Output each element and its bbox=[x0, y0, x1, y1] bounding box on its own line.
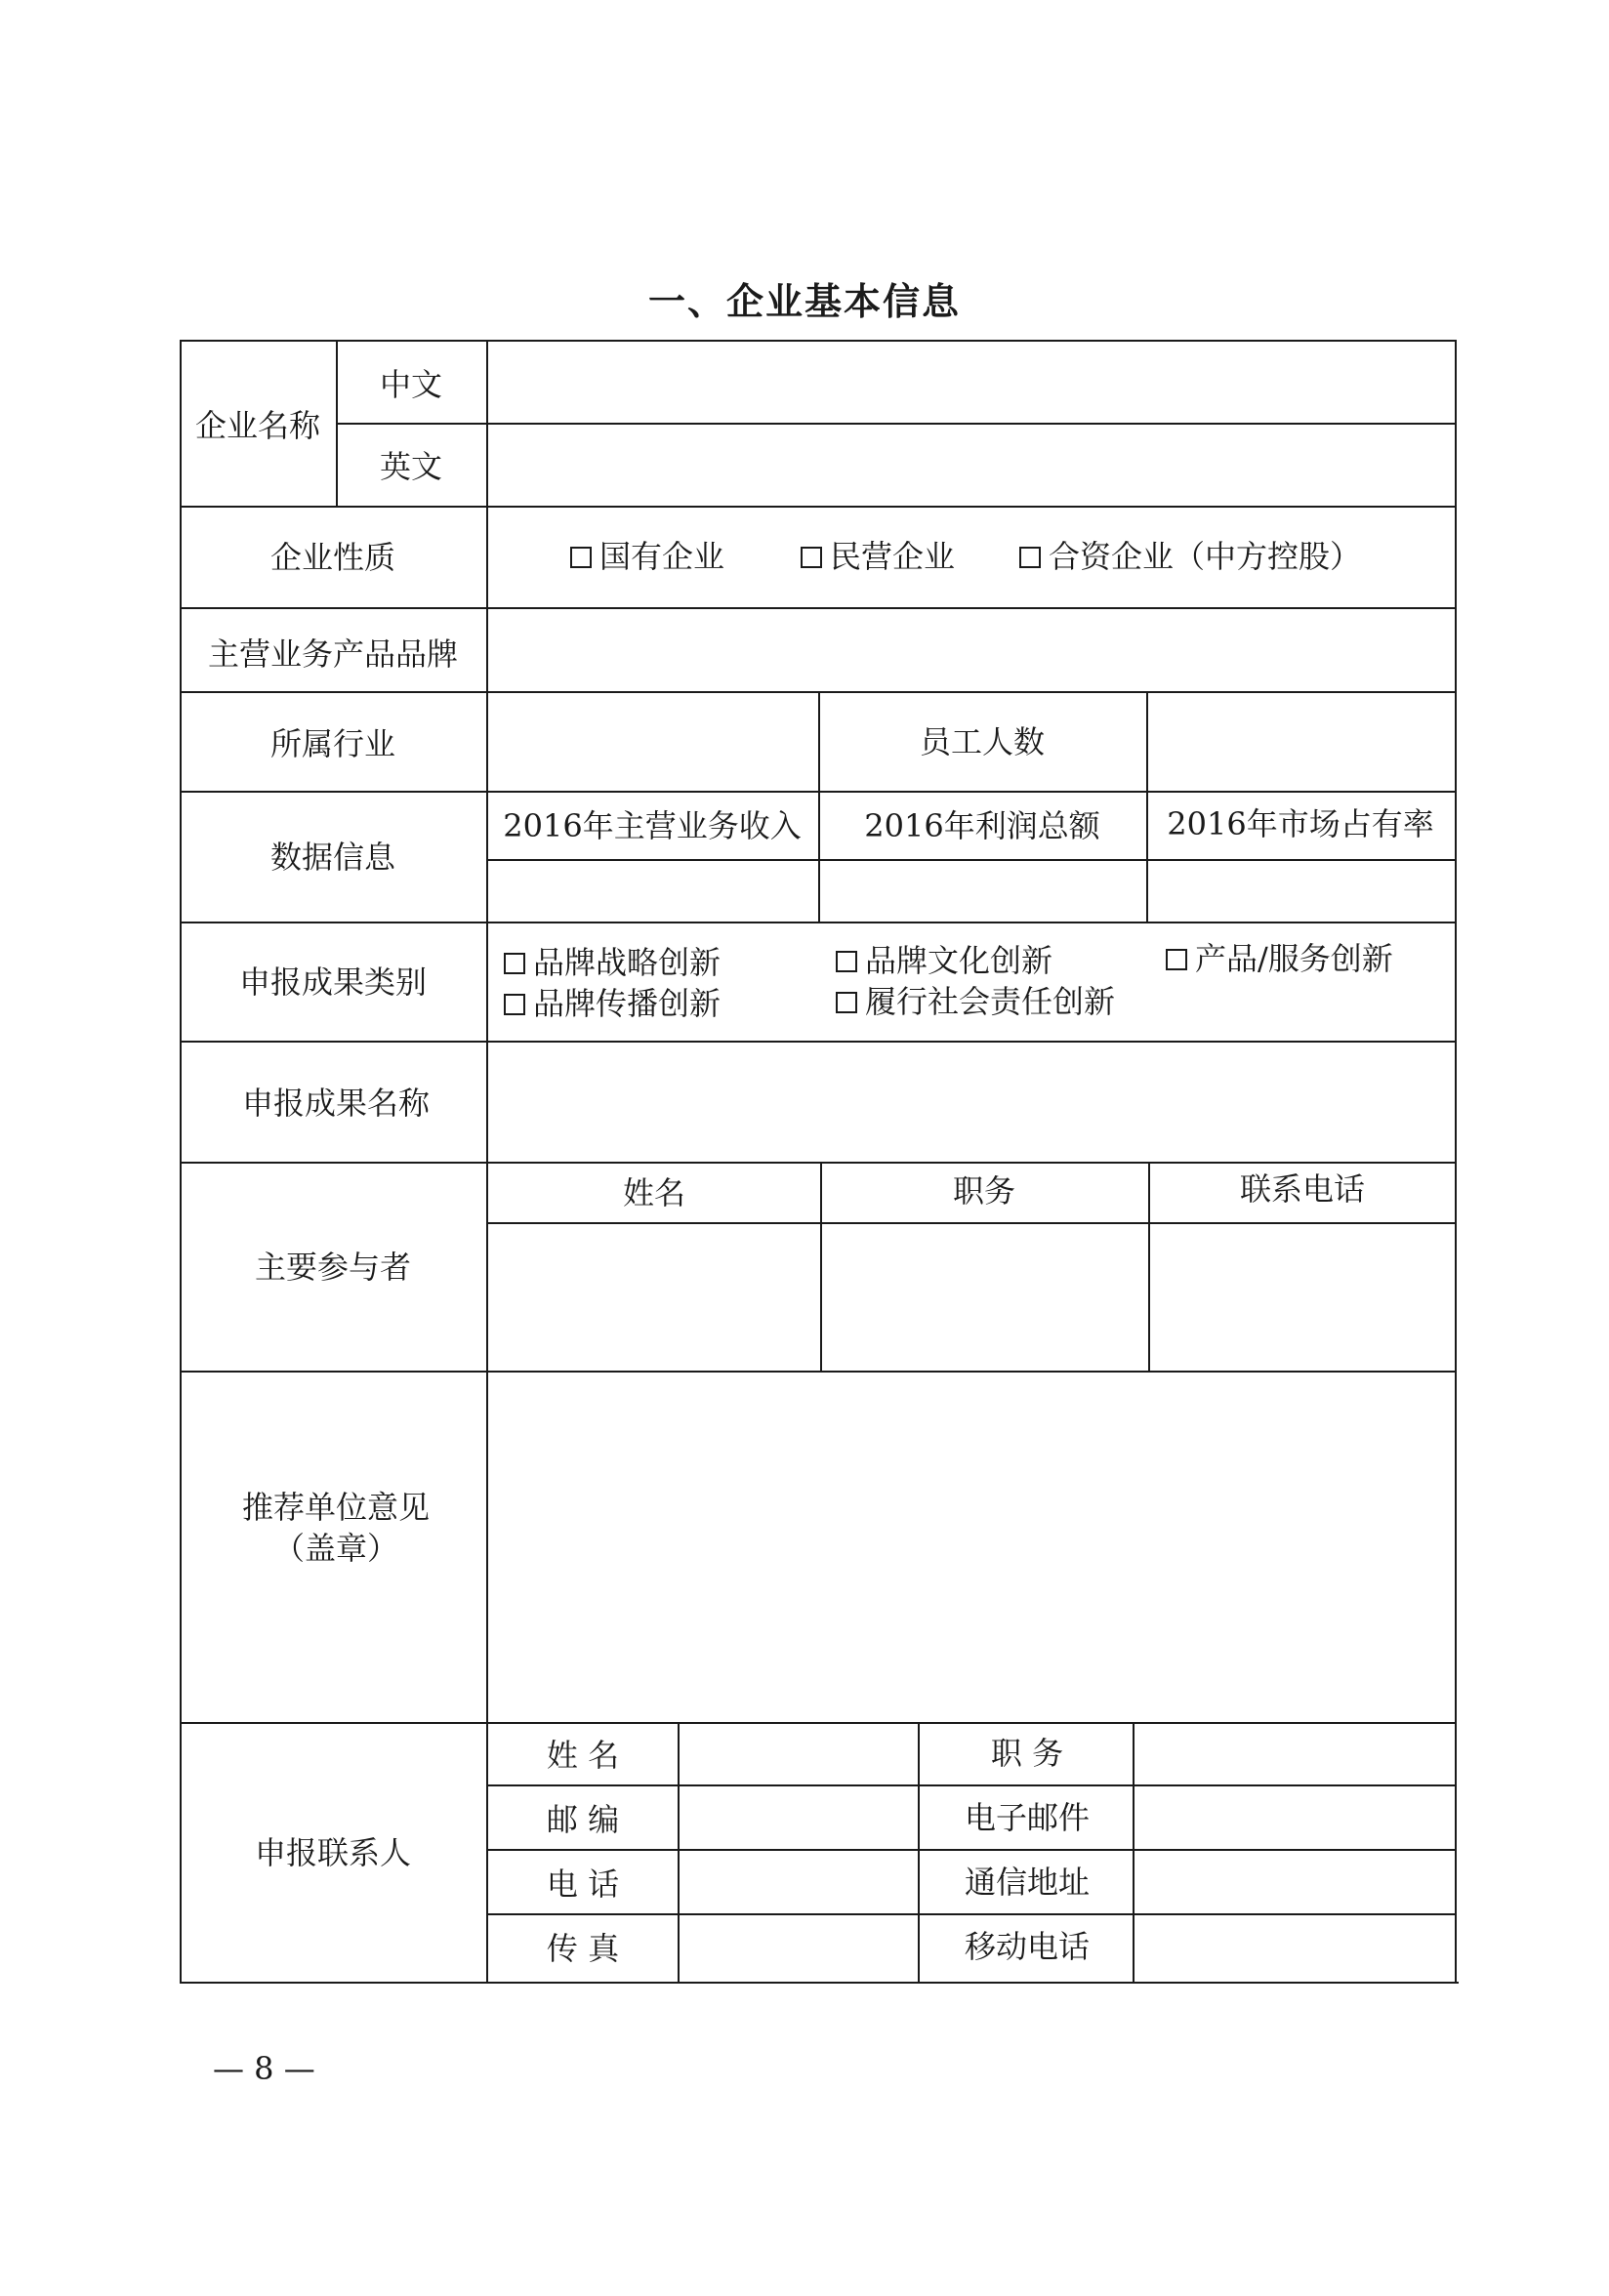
checkbox-icon bbox=[1019, 547, 1041, 568]
category-option-product[interactable]: 产品/服务创新 bbox=[1166, 940, 1393, 977]
checkbox-icon bbox=[836, 951, 857, 972]
category-option-strategy[interactable]: 品牌战略创新 bbox=[504, 944, 721, 981]
data-info-label: 数据信息 bbox=[269, 839, 396, 876]
participants-col-name: 姓名 bbox=[622, 1174, 686, 1211]
checkbox-icon bbox=[570, 547, 592, 568]
company-name-en-label: 英文 bbox=[379, 448, 443, 485]
employees-label: 员工人数 bbox=[919, 723, 1046, 760]
contact-label: 申报联系人 bbox=[254, 1834, 412, 1871]
data-col-profit: 2016年利润总额 bbox=[864, 807, 1100, 844]
recommend-stamp-label: （盖章） bbox=[272, 1530, 399, 1567]
data-col-market-share: 2016年市场占有率 bbox=[1167, 805, 1434, 842]
data-col-revenue: 2016年主营业务收入 bbox=[503, 807, 802, 844]
contact-title-label: 职 务 bbox=[990, 1735, 1064, 1772]
checkbox-icon bbox=[836, 992, 857, 1013]
brand-label: 主营业务产品品牌 bbox=[207, 636, 459, 673]
participants-col-title: 职务 bbox=[952, 1172, 1016, 1210]
result-name-label: 申报成果名称 bbox=[241, 1085, 431, 1122]
checkbox-icon bbox=[801, 547, 822, 568]
nature-option-state[interactable]: 国有企业 bbox=[570, 538, 724, 575]
company-name-cn-label: 中文 bbox=[379, 366, 443, 403]
nature-option-joint[interactable]: 合资企业（中方控股） bbox=[1019, 538, 1361, 575]
category-option-culture[interactable]: 品牌文化创新 bbox=[836, 942, 1052, 979]
nature-option-private[interactable]: 民营企业 bbox=[801, 538, 955, 575]
participants-label: 主要参与者 bbox=[254, 1249, 412, 1286]
checkbox-icon bbox=[1166, 949, 1187, 970]
page-number: — 8 — bbox=[213, 2050, 315, 2087]
contact-fax-label: 传 真 bbox=[546, 1930, 620, 1967]
contact-email-label: 电子邮件 bbox=[964, 1799, 1091, 1836]
contact-postcode-label: 邮 编 bbox=[546, 1801, 620, 1838]
participants-col-phone: 联系电话 bbox=[1239, 1170, 1366, 1208]
contact-address-label: 通信地址 bbox=[964, 1864, 1091, 1901]
company-nature-label: 企业性质 bbox=[269, 539, 396, 576]
checkbox-icon bbox=[504, 953, 525, 974]
contact-name-label: 姓 名 bbox=[546, 1737, 620, 1774]
checkbox-icon bbox=[504, 994, 525, 1015]
page-title: 一、企业基本信息 bbox=[647, 280, 961, 323]
category-label: 申报成果类别 bbox=[238, 964, 428, 1001]
contact-phone-label: 电 话 bbox=[546, 1866, 620, 1903]
industry-label: 所属行业 bbox=[269, 725, 396, 762]
contact-mobile-label: 移动电话 bbox=[964, 1928, 1091, 1965]
category-option-communication[interactable]: 品牌传播创新 bbox=[504, 985, 721, 1022]
company-name-label: 企业名称 bbox=[194, 407, 321, 444]
category-option-social[interactable]: 履行社会责任创新 bbox=[836, 983, 1115, 1020]
recommend-label: 推荐单位意见 bbox=[241, 1489, 431, 1526]
